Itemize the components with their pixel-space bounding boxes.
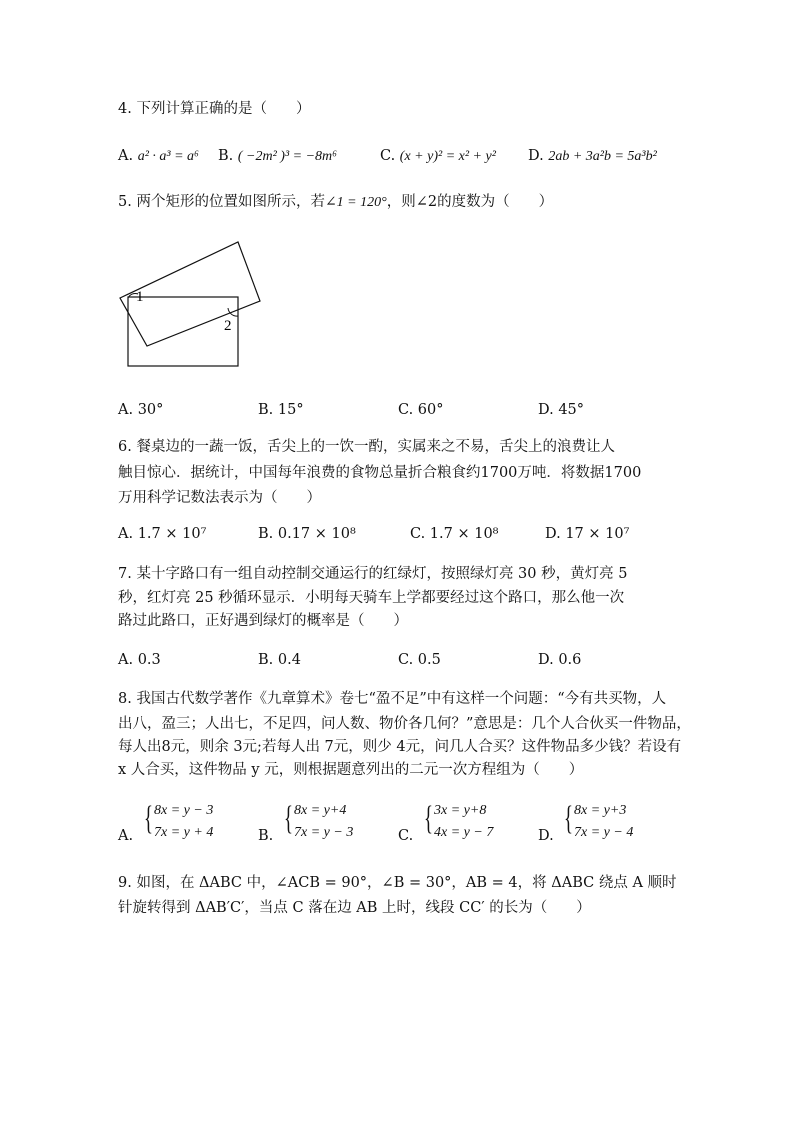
q5-option-a[interactable]: A. 30°	[118, 402, 164, 418]
q4-option-d-expr: 2ab + 3a²b = 5a³b²	[548, 149, 657, 164]
q6-option-d[interactable]: D. 17 × 10⁷	[545, 526, 630, 542]
q8-line2: 出八，盈三；人出七，不足四，问人数、物价各几何？”意思是：几个人合伙买一件物品，	[118, 716, 691, 732]
q8-option-a[interactable]	[118, 800, 248, 850]
q8-line3: 每人出8元，则余 3元;若每人出 7元，则少 4元，问几人合买？这件物品多少钱？若设有	[118, 739, 682, 755]
q4-option-c[interactable]	[380, 146, 496, 167]
q5-stem-post: ，则∠2的度数为（ ）	[386, 194, 554, 210]
q8-option-c-eq2: 4x = y − 7	[434, 825, 494, 840]
q8-option-d-label: D.	[538, 828, 554, 844]
q8-option-a-brace: {	[144, 800, 153, 837]
q8-option-b[interactable]	[258, 800, 388, 850]
q4-option-a[interactable]	[118, 146, 199, 167]
q7-line2: 秒，红灯亮 25 秒循环显示．小明每天骑车上学都要经过这个路口，那么他一次	[118, 590, 625, 606]
q5-angle1-label: 1	[136, 289, 144, 305]
q5-angle2-label: 2	[224, 318, 232, 334]
q6-line3: 万用科学记数法表示为（ ）	[118, 490, 321, 506]
q8-option-c[interactable]	[398, 800, 528, 850]
q9-line2: 针旋转得到 ΔAB′C′，当点 C 落在边 AB 上时，线段 CC′ 的长为（ ）	[118, 900, 591, 916]
q7-line1: 7. 某十字路口有一组自动控制交通运行的红绿灯，按照绿灯亮 30 秒，黄灯亮 5	[118, 566, 628, 582]
q7-line3: 路过此路口，正好遇到绿灯的概率是（ ）	[118, 613, 408, 629]
q7-option-d[interactable]: D. 0.6	[538, 652, 582, 668]
q8-option-b-eq2: 7x = y − 3	[294, 825, 354, 840]
q6-option-c[interactable]: C. 1.7 × 10⁸	[410, 526, 499, 542]
q4-option-b[interactable]	[218, 146, 337, 167]
q8-option-b-label: B.	[258, 828, 274, 844]
q4-option-d[interactable]	[528, 146, 657, 167]
q5-option-b[interactable]: B. 15°	[258, 402, 304, 418]
q6-option-b[interactable]: B. 0.17 × 10⁸	[258, 526, 356, 542]
q8-option-d-brace: {	[564, 800, 573, 837]
q6-option-a[interactable]: A. 1.7 × 10⁷	[118, 526, 207, 542]
q9-line1: 9. 如图，在 ΔABC 中，∠ACB = 90°，∠B = 30°，AB = 4，将 ΔABC 绕点 A 顺时	[118, 875, 677, 891]
q8-option-a-eq1: 8x = y − 3	[154, 803, 214, 818]
q8-option-b-eq1: 8x = y+4	[294, 803, 347, 818]
q5-stem-math: ∠1 = 120°	[324, 195, 387, 210]
q8-option-a-label: A.	[118, 828, 134, 844]
q8-option-d[interactable]	[538, 800, 668, 850]
q8-option-c-eq1: 3x = y+8	[434, 803, 487, 818]
q5-stem	[118, 192, 553, 213]
q6-line1: 6. 餐桌边的一蔬一饭，舌尖上的一饮一酌，实属来之不易，舌尖上的浪费让人	[118, 439, 615, 455]
q4-option-c-label: C.	[380, 148, 396, 164]
q5-figure	[110, 236, 270, 376]
q4-option-b-label: B.	[218, 148, 234, 164]
q6-line2: 触目惊心．据统计，中国每年浪费的食物总量折合粮食约1700万吨．将数据1700	[118, 465, 642, 481]
q8-option-a-eq2: 7x = y + 4	[154, 825, 214, 840]
q5-option-c[interactable]: C. 60°	[398, 402, 444, 418]
q7-option-c[interactable]: C. 0.5	[398, 652, 441, 668]
q8-option-c-label: C.	[398, 828, 414, 844]
q4-option-c-expr: (x + y)² = x² + y²	[399, 149, 496, 164]
q8-option-d-eq1: 8x = y+3	[574, 803, 627, 818]
q4-option-d-label: D.	[528, 148, 544, 164]
q5-stem-pre: 5. 两个矩形的位置如图所示，若	[118, 194, 325, 210]
q8-option-d-eq2: 7x = y − 4	[574, 825, 634, 840]
q4-option-a-label: A.	[118, 148, 134, 164]
q8-line4: x 人合买，这件物品 y 元，则根据题意列出的二元一次方程组为（ ）	[118, 762, 584, 778]
q7-option-a[interactable]: A. 0.3	[118, 652, 161, 668]
q5-option-d[interactable]: D. 45°	[538, 402, 585, 418]
q4-stem: 4. 下列计算正确的是（ ）	[118, 101, 311, 117]
q8-option-b-brace: {	[284, 800, 293, 837]
q8-option-c-brace: {	[424, 800, 433, 837]
q8-line1: 8. 我国古代数学著作《九章算术》卷七“盈不足”中有这样一个问题：“今有共买物，人	[118, 691, 667, 707]
q7-option-b[interactable]: B. 0.4	[258, 652, 301, 668]
q4-option-a-expr: a² · a³ = a⁶	[137, 149, 199, 164]
q4-option-b-expr: ( −2m² )³ = −8m⁶	[237, 149, 338, 164]
